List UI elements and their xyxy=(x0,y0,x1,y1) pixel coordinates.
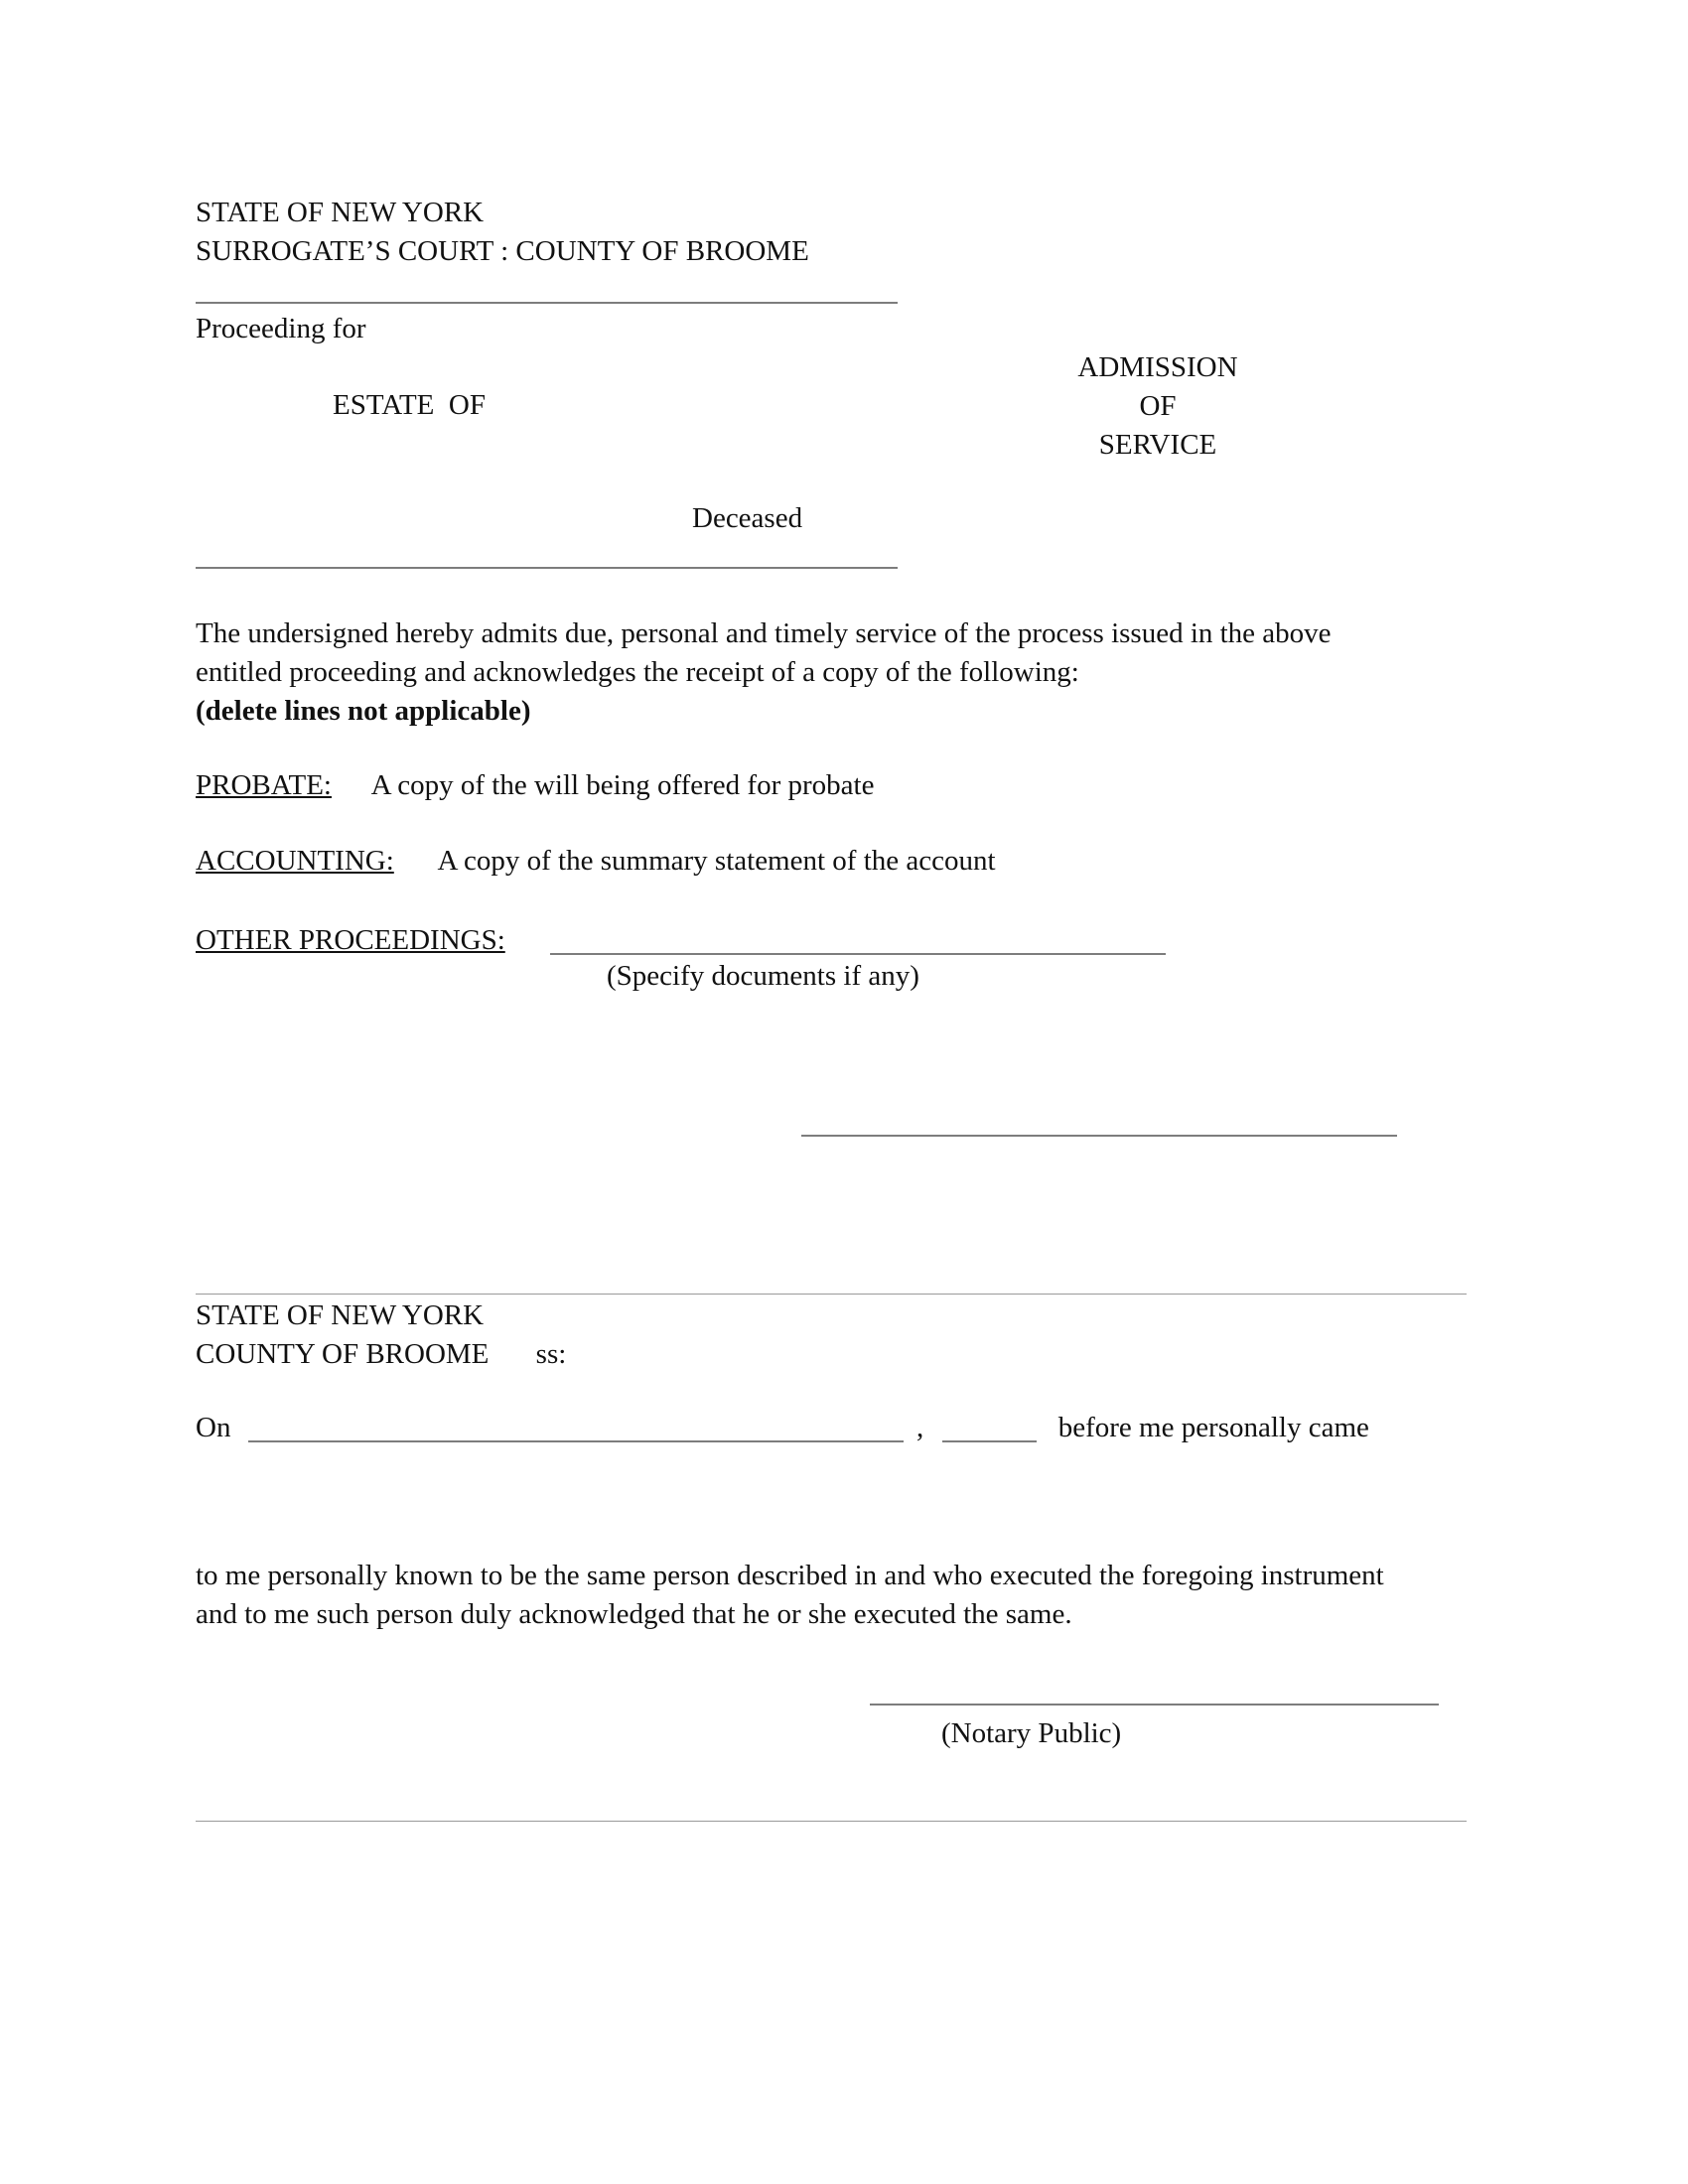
form-title-line2: OF xyxy=(1139,390,1177,422)
bottom-divider xyxy=(196,1821,1467,1822)
year-blank[interactable] xyxy=(942,1440,1037,1442)
signature-line[interactable] xyxy=(801,1135,1397,1137)
court-header xyxy=(196,194,809,271)
other-proceedings-blank[interactable] xyxy=(550,953,1166,955)
accounting-label: ACCOUNTING: xyxy=(196,845,394,877)
caption-top-rule xyxy=(196,302,898,304)
ss-label: ss: xyxy=(535,1338,567,1370)
proceeding-for-label: Proceeding for xyxy=(196,313,366,344)
jurat-state-line: STATE OF NEW YORK xyxy=(196,1299,485,1331)
instruction-line: (delete lines not applicable) xyxy=(196,695,531,727)
acknowledgment-paragraph: to me personally known to be the same person described in and who executed the foregoing instrument and to me such person duly acknowledged that he or she executed the same. xyxy=(196,1560,1384,1630)
jurat-county-line xyxy=(196,1335,566,1374)
form-title-line3: SERVICE xyxy=(1098,429,1217,461)
header-state-line: STATE OF NEW YORK xyxy=(196,197,485,228)
other-proceedings-line xyxy=(196,921,1166,960)
before-me-text: before me personally came xyxy=(1057,1412,1369,1443)
specify-caption: (Specify documents if any) xyxy=(607,960,919,992)
caption-bottom-rule xyxy=(196,567,898,569)
header-court-line: SURROGATE’S COURT : COUNTY OF BROOME xyxy=(196,235,809,267)
form-title-line1: ADMISSION xyxy=(1077,351,1238,383)
section-divider xyxy=(196,1294,1467,1295)
intro-paragraph: The undersigned hereby admits due, personal and timely service of the process issued in the above entitled proceeding and acknowledges the receipt of a copy of the following: xyxy=(196,617,1332,688)
jurat-county-text: COUNTY OF BROOME xyxy=(196,1338,490,1370)
date-blank[interactable] xyxy=(248,1440,904,1442)
on-date-line xyxy=(196,1409,1369,1447)
accounting-line xyxy=(196,842,996,881)
comma-separator: , xyxy=(915,1412,924,1443)
intro-block xyxy=(196,614,1417,731)
jurat-header xyxy=(196,1297,566,1374)
probate-line xyxy=(196,766,874,805)
deceased-label: Deceased xyxy=(692,502,803,534)
accounting-text: A copy of the summary statement of the account xyxy=(437,845,996,877)
on-label: On xyxy=(196,1412,231,1443)
probate-text: A copy of the will being offered for probate xyxy=(370,769,875,801)
other-proceedings-label: OTHER PROCEEDINGS: xyxy=(196,924,505,956)
estate-of-label: ESTATE OF xyxy=(333,389,486,421)
notary-caption: (Notary Public) xyxy=(941,1717,1122,1749)
form-title xyxy=(959,348,1356,465)
probate-label: PROBATE: xyxy=(196,769,332,801)
notary-signature-line[interactable] xyxy=(870,1704,1439,1706)
